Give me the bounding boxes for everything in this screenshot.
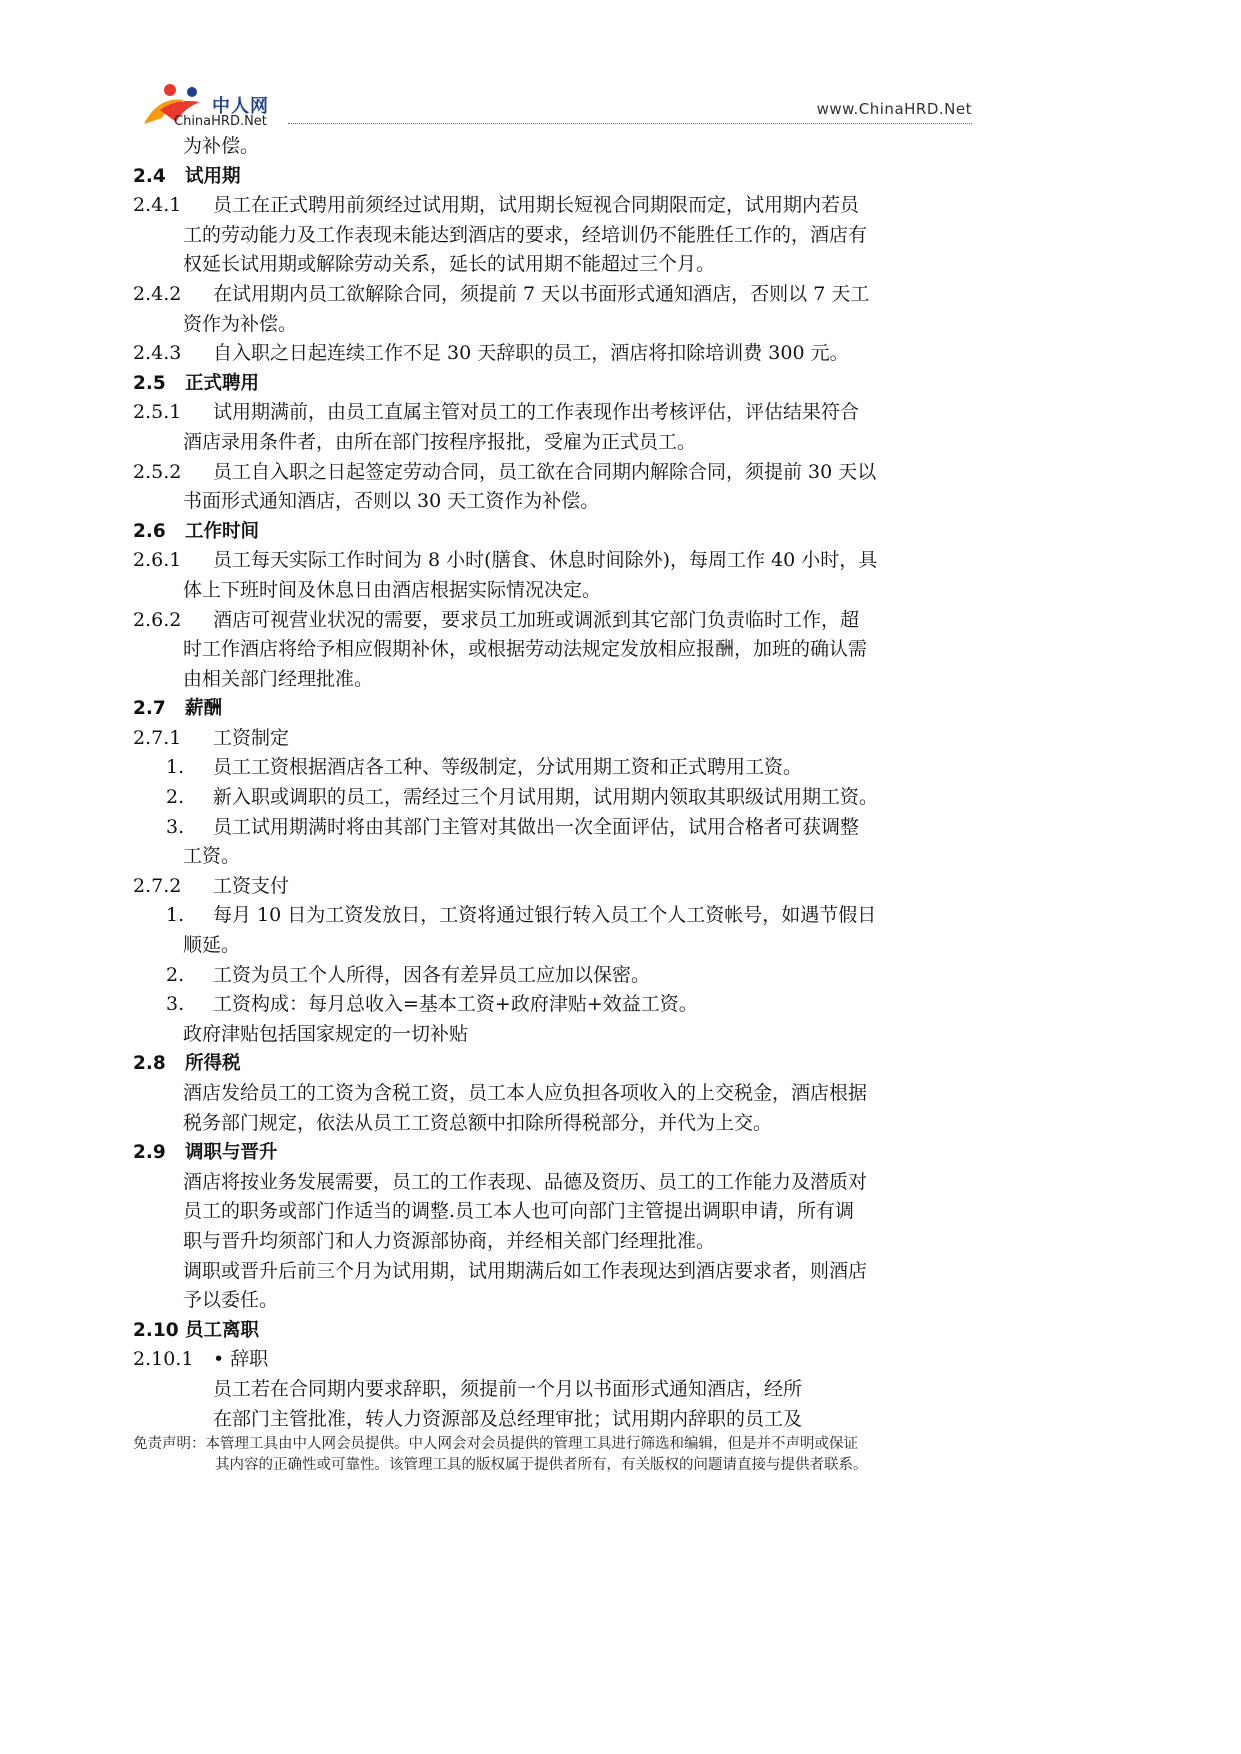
list-item: [133, 901, 983, 931]
list-item-number: 2.: [166, 963, 185, 986]
paragraph-line: 为补偿。: [183, 135, 260, 157]
section-heading: [133, 694, 983, 724]
clause-text: 工资制定: [213, 726, 290, 749]
clause-text: 员工在正式聘用前须经过试用期，试用期长短视合同期限而定，试用期内若员: [213, 194, 860, 217]
paragraph-line: 职与晋升均须部门和人力资源部协商，并经相关部门经理批准。: [183, 1229, 716, 1252]
section-heading: [133, 162, 983, 192]
list-item: [133, 783, 983, 813]
section-number: 2.5: [133, 372, 166, 394]
paragraph-line: 税务部门规定，依法从员工工资总额中扣除所得税部分，并代为上交。: [183, 1111, 773, 1134]
clause-text: 试用期满前，由员工直属主管对员工的工作表现作出考核评估，评估结果符合: [213, 401, 860, 424]
clause-number: 2.5.1: [133, 401, 182, 424]
section-heading: [133, 1138, 983, 1168]
list-item: [133, 961, 983, 991]
paragraph-line: 时工作酒店将给予相应假期补休，或根据劳动法规定发放相应报酬，加班的确认需: [183, 638, 868, 661]
section-number: 2.8: [133, 1053, 166, 1075]
section-heading: [133, 517, 983, 547]
header-divider: [288, 123, 972, 124]
paragraph-line: 政府津贴包括国家规定的一切补贴: [183, 1022, 469, 1045]
clause-line: [133, 606, 983, 636]
section-number: 2.4: [133, 165, 166, 187]
list-item-text: 新入职或调职的员工，需经过三个月试用期，试用期内领取其职级试用期工资。: [213, 786, 879, 809]
section-title: 试用期: [185, 165, 241, 187]
paragraph-line: 员工的职务或部门作适当的调整.员工本人也可向部门主管提出调职申请，所有调: [183, 1200, 855, 1223]
section-title: 员工离职: [185, 1319, 260, 1341]
clause-number: 2.10.1: [133, 1348, 194, 1371]
clause-number: 2.7.2: [133, 874, 182, 897]
paragraph-line: 工的劳动能力及工作表现未能达到酒店的要求，经培训仍不能胜任工作的，酒店有: [183, 223, 868, 246]
section-number: 2.7: [133, 698, 166, 720]
section-title: 调职与晋升: [185, 1142, 278, 1164]
clause-text: 工资支付: [213, 874, 290, 897]
chinahrd-logo[interactable]: [140, 78, 290, 136]
list-item: [133, 813, 983, 843]
paragraph-line: 体上下班时间及休息日由酒店根据实际情况决定。: [183, 578, 602, 601]
clause-text: 酒店可视营业状况的需要，要求员工加班或调派到其它部门负责临时工作，超: [213, 608, 860, 631]
disclaimer-footer: [133, 1434, 983, 1476]
list-item-number: 1.: [166, 756, 185, 779]
clause-number: 2.4.2: [133, 282, 182, 305]
list-item-number: 3.: [166, 815, 185, 838]
clause-text: 员工自入职之日起签定劳动合同，员工欲在合同期内解除合同，须提前 30 天以: [213, 460, 877, 483]
list-item-number: 1.: [166, 904, 185, 927]
list-item-text: 员工试用期满时将由其部门主管对其做出一次全面评估，试用合格者可获调整: [213, 815, 860, 838]
section-number: 2.9: [133, 1142, 166, 1164]
paragraph-line: 予以委任。: [183, 1289, 279, 1312]
clause-line: [133, 280, 983, 310]
list-item-number: 3.: [166, 993, 185, 1016]
section-number: 2.10: [133, 1319, 179, 1341]
disclaimer-line-2: 其内容的正确性或可靠性。该管理工具的版权属于提供者所有，有关版权的问题请直接与提供者联系。: [215, 1457, 868, 1473]
site-url-link[interactable]: www.ChinaHRD.Net: [816, 100, 972, 118]
clause-line: [133, 872, 983, 902]
section-title: 所得税: [185, 1053, 241, 1075]
list-item-text: 工资为员工个人所得，因各有差异员工应加以保密。: [213, 963, 651, 986]
list-item: [133, 753, 983, 783]
clause-text: 在试用期内员工欲解除合同，须提前 7 天以书面形式通知酒店，否则以 7 天工: [213, 282, 870, 305]
logo-chinese-text: 中人网: [212, 96, 269, 117]
clause-text: 员工每天实际工作时间为 8 小时(膳食、休息时间除外)，每周工作 40 小时，具: [213, 549, 878, 572]
clause-number: 2.4.3: [133, 342, 182, 365]
clause-number: 2.6.2: [133, 608, 182, 631]
section-number: 2.6: [133, 520, 166, 542]
paragraph-line: 员工若在合同期内要求辞职，须提前一个月以书面形式通知酒店，经所: [213, 1377, 803, 1400]
paragraph-line: 酒店将按业务发展需要，员工的工作表现、品德及资历、员工的工作能力及潜质对: [183, 1170, 868, 1193]
section-heading: [133, 369, 983, 399]
paragraph-line: 书面形式通知酒店，否则以 30 天工资作为补偿。: [183, 490, 600, 513]
clause-line: [133, 546, 983, 576]
list-item-text: 员工工资根据酒店各工种、等级制定，分试用期工资和正式聘用工资。: [213, 756, 803, 779]
section-title: 薪酬: [185, 698, 223, 720]
clause-line: [133, 339, 983, 369]
paragraph-line: 调职或晋升后前三个月为试用期，试用期满后如工作表现达到酒店要求者，则酒店: [183, 1259, 868, 1282]
document-body: [133, 132, 983, 1434]
list-item-text: 每月 10 日为工资发放日，工资将通过银行转入员工个人工资帐号，如遇节假日: [213, 904, 877, 927]
clause-text: • 辞职: [213, 1348, 269, 1371]
paragraph-line: 酒店录用条件者，由所在部门按程序报批，受雇为正式员工。: [183, 430, 697, 453]
paragraph-line: 顺延。: [183, 934, 241, 957]
clause-number: 2.6.1: [133, 549, 182, 572]
section-heading: [133, 1049, 983, 1079]
paragraph-line: 工资。: [183, 845, 241, 868]
clause-line: [133, 1345, 983, 1375]
page-header: [140, 78, 972, 138]
paragraph-line: 在部门主管批准，转人力资源部及总经理审批；试用期内辞职的员工及: [213, 1407, 803, 1430]
clause-line: [133, 191, 983, 221]
section-title: 正式聘用: [185, 372, 260, 394]
paragraph-line: 资作为补偿。: [183, 312, 298, 335]
clause-text: 自入职之日起连续工作不足 30 天辞职的员工，酒店将扣除培训费 300 元。: [213, 342, 849, 365]
list-item-text: 工资构成：每月总收入=基本工资+政府津贴+效益工资。: [213, 993, 698, 1016]
clause-line: [133, 458, 983, 488]
paragraph-line: 权延长试用期或解除劳动关系，延长的试用期不能超过三个月。: [183, 253, 716, 276]
logo-english-text: ChinaHRD.Net: [174, 114, 267, 129]
paragraph-line: 由相关部门经理批准。: [183, 667, 374, 690]
clause-number: 2.5.2: [133, 460, 182, 483]
disclaimer-line-1: 免责声明：本管理工具由中人网会员提供。中人网会对会员提供的管理工具进行筛选和编辑，但是并不声明或保证: [133, 1436, 858, 1452]
paragraph-line: 酒店发给员工的工资为含税工资，员工本人应负担各项收入的上交税金，酒店根据: [183, 1082, 868, 1104]
clause-line: [133, 398, 983, 428]
section-heading: [133, 1316, 983, 1346]
clause-number: 2.7.1: [133, 726, 182, 749]
clause-number: 2.4.1: [133, 194, 182, 217]
list-item: [133, 990, 983, 1020]
clause-line: [133, 724, 983, 754]
list-item-number: 2.: [166, 786, 185, 809]
section-title: 工作时间: [185, 520, 260, 542]
